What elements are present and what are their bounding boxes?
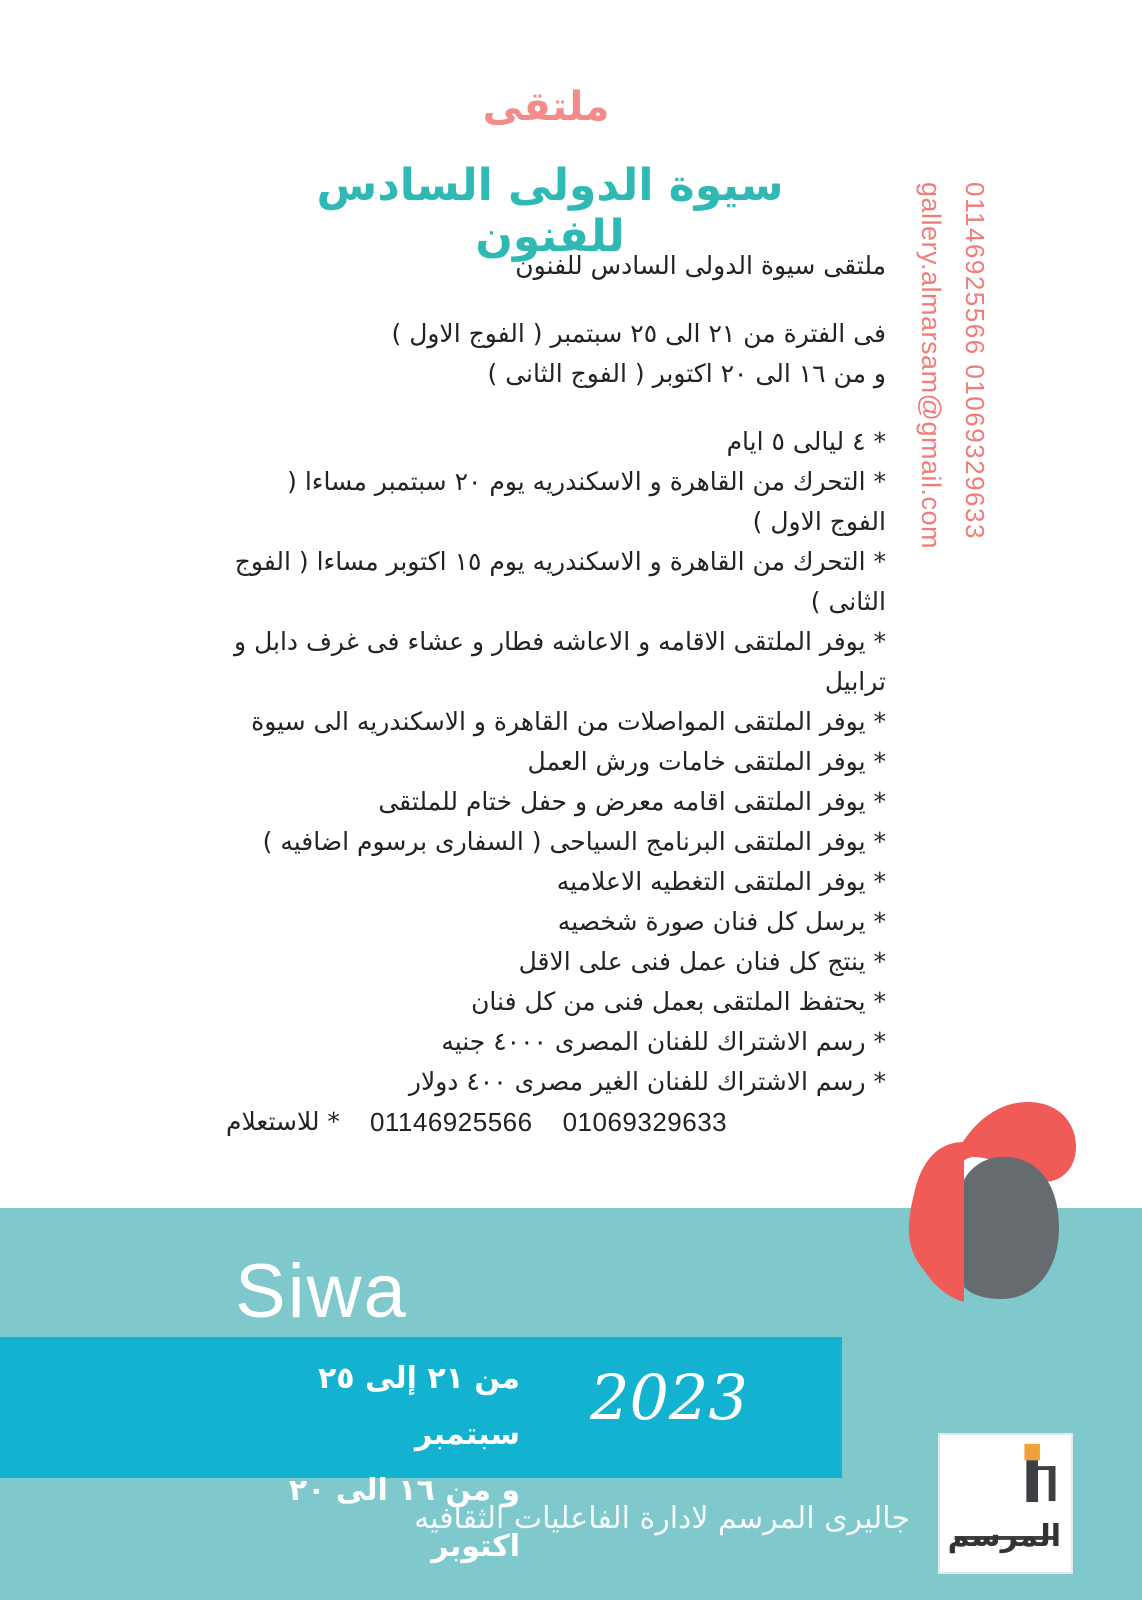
bullet-list: [226, 422, 886, 1142]
bullet-item: * التحرك من القاهرة و الاسكندريه يوم ٢٠ سبتمبر مساءا ( الفوج الاول ): [287, 467, 886, 536]
siwa-wordmark: Siwa: [235, 1249, 408, 1334]
bullet-item: * التحرك من القاهرة و الاسكندريه يوم ١٥ اكتوبر مساءا ( الفوج الثانى ): [234, 547, 886, 616]
bullet-item: * ٤ ليالى ٥ ايام: [726, 427, 886, 456]
bullet-item: * يوفر الملتقى البرنامج السياحى ( السفارى برسوم اضافيه ): [262, 827, 886, 856]
bullet-item: * رسم الاشتراك للفنان المصرى ٤٠٠٠ جنيه: [441, 1027, 886, 1056]
vertical-contact: [915, 182, 1007, 622]
banner-year: 2023: [590, 1361, 748, 1434]
header-title: سيوة الدولى السادس للفنون: [316, 160, 784, 262]
logo-word: المرسم: [947, 1519, 1061, 1554]
event-period: [226, 314, 886, 394]
bullet-item: * ينتج كل فنان عمل فنى على الاقل: [518, 947, 886, 976]
header-kicker: ملتقى: [482, 84, 610, 130]
bullet-item: * يوفر الملتقى المواصلات من القاهرة و الاسكندريه الى سيوة: [251, 707, 886, 736]
bullet-item: * يحتفظ الملتقى بعمل فنى من كل فنان: [471, 987, 886, 1016]
banner-dates: [220, 1351, 520, 1575]
bullet-item: * يوفر الملتقى اقامه معرض و حفل ختام للملتقى: [378, 787, 886, 816]
bullet-item: * رسم الاشتراك للفنان الغير مصرى ٤٠٠ دولار: [408, 1067, 886, 1096]
contact-phones: 01146925566 01069329633: [960, 182, 990, 540]
inquiry-line: [226, 1102, 886, 1142]
period-line: فى الفترة من ٢١ الى ٢٥ سبتمبر ( الفوج الاول ): [391, 319, 886, 348]
event-details: [226, 246, 886, 1142]
bullet-item: * يوفر الملتقى التغطيه الاعلاميه: [556, 867, 886, 896]
inquiry-phone-2: 01069329633: [562, 1107, 728, 1137]
gallery-footer: جاليرى المرسم لادارة الفاعليات الثقافيه: [414, 1501, 910, 1536]
inquiry-phone-1: 01146925566: [369, 1107, 533, 1137]
six-mark-icon: [906, 1102, 1076, 1302]
event-intro: ملتقى سيوة الدولى السادس للفنون: [515, 251, 886, 280]
banner-date-line: و من ١٦ الى ٢٠ اكتوبر: [288, 1473, 520, 1564]
bullet-item: * يوفر الملتقى خامات ورش العمل: [527, 747, 886, 776]
contact-email: gallery.almarsam@gmail.com: [916, 182, 946, 549]
period-line: و من ١٦ الى ٢٠ اكتوبر ( الفوج الثانى ): [487, 359, 886, 388]
gallery-logo: [938, 1433, 1073, 1574]
inquiry-label: * للاستعلام: [226, 1107, 340, 1136]
banner-date-line: من ٢١ إلى ٢٥ سبتمبر: [317, 1361, 520, 1452]
bullet-item: * يرسل كل فنان صورة شخصيه: [557, 907, 886, 936]
bullet-item: * يوفر الملتقى الاقامه و الاعاشه فطار و عشاء فى غرف دابل و ترابيل: [234, 627, 886, 696]
